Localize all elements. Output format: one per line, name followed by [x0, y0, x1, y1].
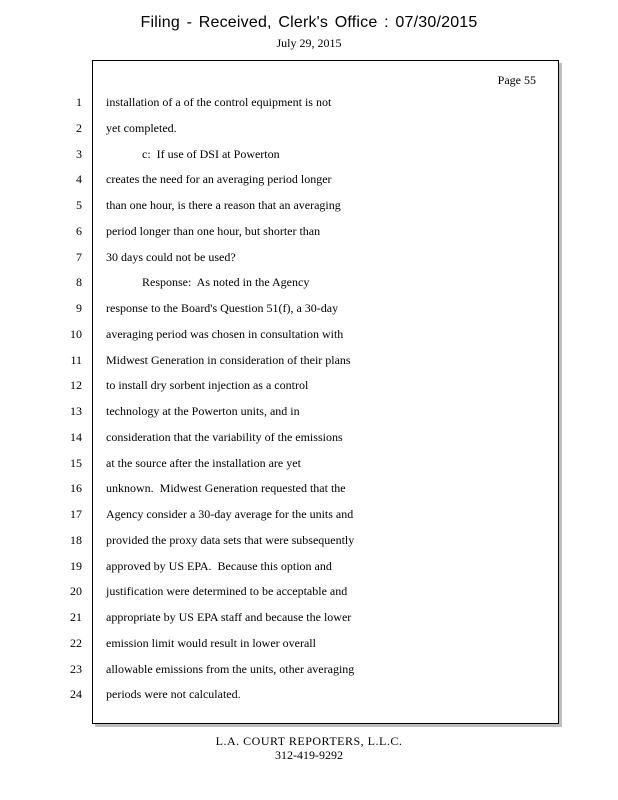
line-number: 12 — [70, 378, 82, 392]
line-text: period longer than one hour, but shorter than — [106, 224, 321, 238]
line-text: averaging period was chosen in consultation with — [106, 327, 344, 341]
court-reporter-name: L.A. COURT REPORTERS, L.L.C. — [215, 734, 403, 748]
line-number: 16 — [70, 481, 82, 495]
document-date: July 29, 2015 — [276, 36, 342, 50]
line-number: 21 — [70, 610, 82, 624]
line-text: than one hour, is there a reason that an averaging — [106, 198, 341, 212]
line-text: approved by US EPA. Because this option and — [106, 559, 332, 573]
page-number: Page 55 — [497, 73, 536, 87]
line-number: 10 — [70, 327, 82, 341]
line-number: 19 — [70, 559, 82, 573]
line-text: allowable emissions from the units, other averaging — [106, 662, 355, 676]
line-text: 30 days could not be used? — [106, 250, 236, 264]
line-number: 9 — [76, 301, 82, 315]
line-text: emission limit would result in lower overall — [106, 636, 316, 650]
line-number: 11 — [70, 353, 82, 367]
line-text: at the source after the installation are yet — [106, 456, 301, 470]
line-number: 8 — [76, 275, 82, 289]
line-number: 18 — [70, 533, 82, 547]
line-number: 3 — [76, 147, 82, 161]
line-number: 5 — [76, 198, 82, 212]
line-number: 14 — [70, 430, 82, 444]
line-text: installation of a of the control equipment is not — [106, 95, 332, 109]
line-number: 6 — [76, 224, 82, 238]
line-number: 4 — [76, 172, 82, 186]
line-text: Agency consider a 30-day average for the units and — [106, 507, 354, 521]
line-number: 24 — [70, 687, 82, 701]
line-number: 1 — [76, 95, 82, 109]
line-number: 15 — [70, 456, 82, 470]
line-text: yet completed. — [106, 121, 177, 135]
line-number: 23 — [70, 662, 82, 676]
line-text: to install dry sorbent injection as a control — [106, 378, 309, 392]
line-number: 17 — [70, 507, 82, 521]
line-text: response to the Board's Question 51(f), a 30-day — [106, 301, 339, 315]
line-number: 13 — [70, 404, 82, 418]
line-number: 22 — [70, 636, 82, 650]
court-reporter-phone: 312-419-9292 — [275, 748, 343, 762]
line-text: appropriate by US EPA staff and because the lower — [106, 610, 352, 624]
line-text: provided the proxy data sets that were subsequently — [106, 533, 355, 547]
line-text: periods were not calculated. — [106, 687, 241, 701]
line-text: Response: As noted in the Agency — [106, 275, 310, 289]
line-text: consideration that the variability of the emissions — [106, 430, 343, 444]
line-text: justification were determined to be acceptable and — [106, 584, 348, 598]
line-number: 2 — [76, 121, 82, 135]
line-text: Midwest Generation in consideration of their plans — [106, 353, 351, 367]
line-number: 20 — [70, 584, 82, 598]
line-number: 7 — [76, 250, 82, 264]
line-text: unknown. Midwest Generation requested that the — [106, 481, 346, 495]
filing-stamp: Filing - Received, Clerk's Office : 07/30/2015 — [140, 14, 478, 31]
line-text: creates the need for an averaging period longer — [106, 172, 332, 186]
line-text: c: If use of DSI at Powerton — [106, 147, 280, 161]
line-text: technology at the Powerton units, and in — [106, 404, 300, 418]
